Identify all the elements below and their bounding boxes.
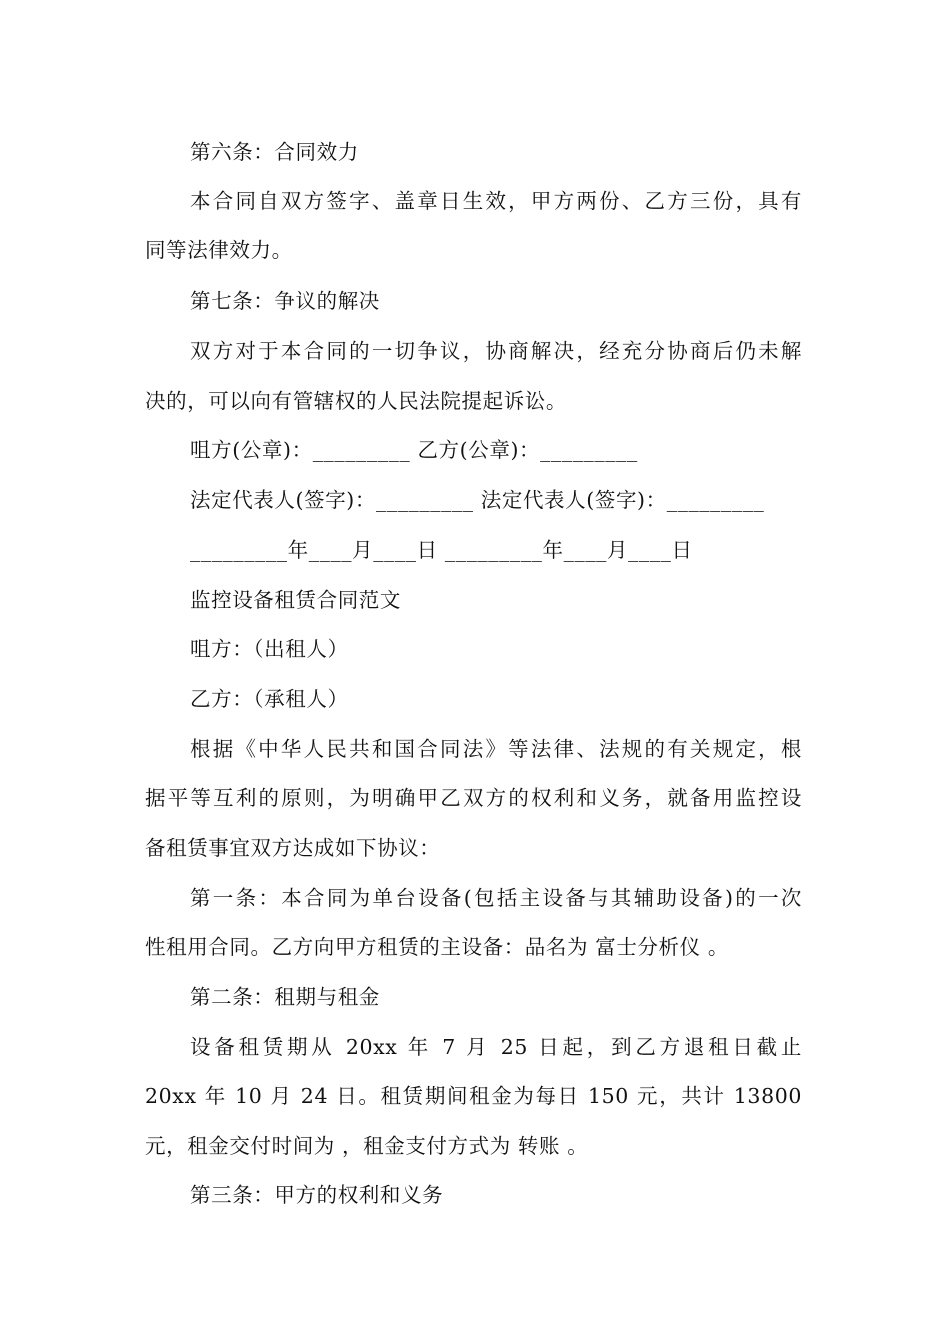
- article-2-line-1: 设备租赁期从 20xx 年 7 月 25 日起，到乙方退租日截止: [190, 1035, 802, 1059]
- article-1-line-1: 第一条：本合同为单台设备(包括主设备与其辅助设备)的一次: [190, 886, 802, 910]
- party-a-line: 咀方：（出租人）: [190, 637, 349, 661]
- section-6-paragraph-line-1: 本合同自双方签字、盖章日生效，甲方两份、乙方三份，具有: [190, 189, 802, 213]
- section-6-heading: 第六条：合同效力: [190, 140, 359, 164]
- section-7-paragraph-line-1: 双方对于本合同的一切争议，协商解决，经充分协商后仍未解: [190, 339, 802, 363]
- section-7-heading: 第七条：争议的解决: [190, 289, 380, 313]
- article-1-line-2: 性租用合同。乙方向甲方租赁的主设备：品名为 富士分析仪 。: [145, 935, 729, 959]
- signature-representative-line: 法定代表人(签字)：_________ 法定代表人(签字)：_________: [190, 488, 765, 512]
- signature-seal-line: 咀方(公章)：_________ 乙方(公章)：_________: [190, 438, 638, 462]
- article-3-heading: 第三条：甲方的权利和义务: [190, 1183, 444, 1207]
- section-6-paragraph-line-2: 同等法律效力。: [145, 238, 293, 262]
- preamble-line-3: 备租赁事宜双方达成如下协议：: [145, 836, 441, 860]
- section-7-paragraph-line-2: 决的，可以向有管辖权的人民法院提起诉讼。: [145, 389, 567, 413]
- party-b-line: 乙方：（承租人）: [190, 687, 349, 711]
- preamble-line-1: 根据《中华人民共和国合同法》等法律、法规的有关规定，根: [190, 737, 802, 761]
- signature-date-line: _________年____月____日 _________年____月____日: [190, 538, 693, 562]
- preamble-line-2: 据平等互利的原则，为明确甲乙双方的权利和义务，就备用监控设: [145, 786, 802, 810]
- contract-title: 监控设备租赁合同范文: [190, 588, 401, 612]
- article-2-line-3: 元，租金交付时间为 ，租金支付方式为 转账 。: [145, 1134, 589, 1158]
- article-2-heading: 第二条：租期与租金: [190, 985, 380, 1009]
- article-2-line-2: 20xx 年 10 月 24 日。租赁期间租金为每日 150 元，共计 13800: [145, 1084, 802, 1108]
